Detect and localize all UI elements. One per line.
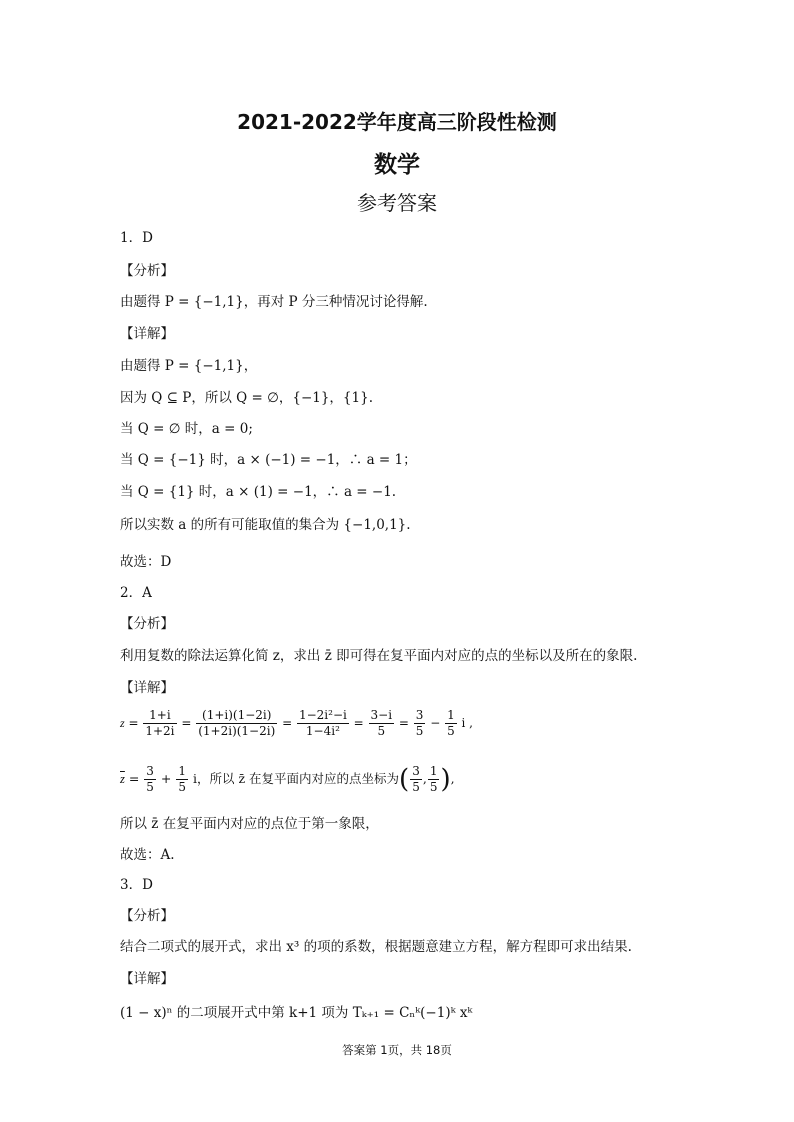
q1-number: 1．D — [120, 230, 153, 246]
q2-detail-line-3: 所以 z̄ 在复平面内对应的点位于第一象限， — [120, 816, 379, 832]
q3-detail-tag: 【详解】 — [120, 971, 174, 987]
q2-detail-tag: 【详解】 — [120, 680, 174, 696]
q1-detail-line-6: 所以实数 a 的所有可能取值的集合为 {−1,0,1}. — [120, 517, 411, 533]
q1-answer: 故选：D — [120, 554, 172, 570]
q1-detail-line-3: 当 Q = ∅ 时，a = 0; — [120, 421, 253, 437]
q3-number: 3．D — [120, 877, 153, 893]
q2-analysis-text: 利用复数的除法运算化简 z，求出 z̄ 即可得在复平面内对应的点的坐标以及所在的象限. — [120, 648, 638, 664]
answer-key-title: 参考答案 — [357, 191, 437, 215]
q3-analysis-text: 结合二项式的展开式，求出 x³ 的项的系数，根据题意建立方程，解方程即可求出结果. — [120, 939, 632, 955]
q2-equation-zbar: $\overline{z}$ = $\frac{3}{5}$ + $\frac{1}{5}$ i，所以 z̄ 在复平面内对应的点坐标为( $\frac{3}{5}$ , $\frac{1}{5}$ ), — [120, 764, 455, 795]
subject-title: 数学 — [374, 152, 420, 178]
q1-detail-line-2: 因为 Q ⊆ P，所以 Q = ∅，{−1}，{1}. — [120, 390, 373, 406]
q3-analysis-tag: 【分析】 — [120, 908, 174, 924]
q1-detail-line-1: 由题得 P = {−1,1}， — [120, 358, 258, 374]
q1-analysis-text: 由题得 P = {−1,1}，再对 P 分三种情况讨论得解. — [120, 294, 428, 310]
q3-detail-line-1: (1 − x)ⁿ 的二项展开式中第 k+1 项为 Tₖ₊₁ = Cₙᵏ(−1)ᵏ xᵏ — [120, 1005, 473, 1021]
q2-number: 2．A — [120, 585, 152, 601]
q1-analysis-tag: 【分析】 — [120, 263, 174, 279]
page-footer: 答案第 1页，共 18页 — [342, 1043, 452, 1057]
q1-detail-tag: 【详解】 — [120, 326, 174, 342]
q1-detail-line-5: 当 Q = {1} 时，a × (1) = −1，∴ a = −1. — [120, 484, 397, 500]
exam-title: 2021-2022学年度高三阶段性检测 — [237, 110, 557, 134]
q1-detail-line-4: 当 Q = {−1} 时，a × (−1) = −1，∴ a = 1； — [120, 452, 417, 468]
q2-analysis-tag: 【分析】 — [120, 616, 174, 632]
q2-answer: 故选：A. — [120, 847, 175, 863]
q2-zbar-text: ，所以 z̄ 在复平面内对应的点坐标为 — [196, 771, 400, 786]
q2-equation-z: z = $\frac{1+i}{1+2i}$ = $\frac{(1+i)(1-2i)}{(1+2i)(1-2i)}$ = $\frac{\text{1−2i²−i}}{\text{1−4i²}}$ = $\frac{3-i}{5}$ = $\frac{3}{5}$ − $\frac{1}{5}$ i , — [120, 708, 473, 738]
